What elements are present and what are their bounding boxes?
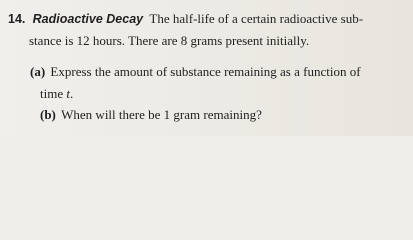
part-a-text-line2-suffix: . [69,86,74,101]
part-b-row [40,107,262,122]
problem-statement-line1: The half-life of a certain radioactive sub- [149,11,364,26]
problem-statement-line2: stance is 12 hours. There are 8 grams present initially. [29,33,310,48]
part-b-label: (b) [40,107,56,122]
problem-heading-line [8,11,363,27]
problem-statement-line2-row [29,33,309,48]
part-a-text-line2-prefix: time [40,86,64,101]
part-b-text: When will there be 1 gram remaining? [61,107,262,122]
problem-number: 14. [8,12,26,26]
problem-title: Radioactive Decay [32,12,144,26]
part-a-variable: t [66,86,70,101]
part-a-text-line1: Express the amount of substance remaining as a function of [50,64,361,79]
part-a-label: (a) [30,64,46,79]
part-a-row [30,64,361,79]
part-a-row2 [40,86,73,101]
